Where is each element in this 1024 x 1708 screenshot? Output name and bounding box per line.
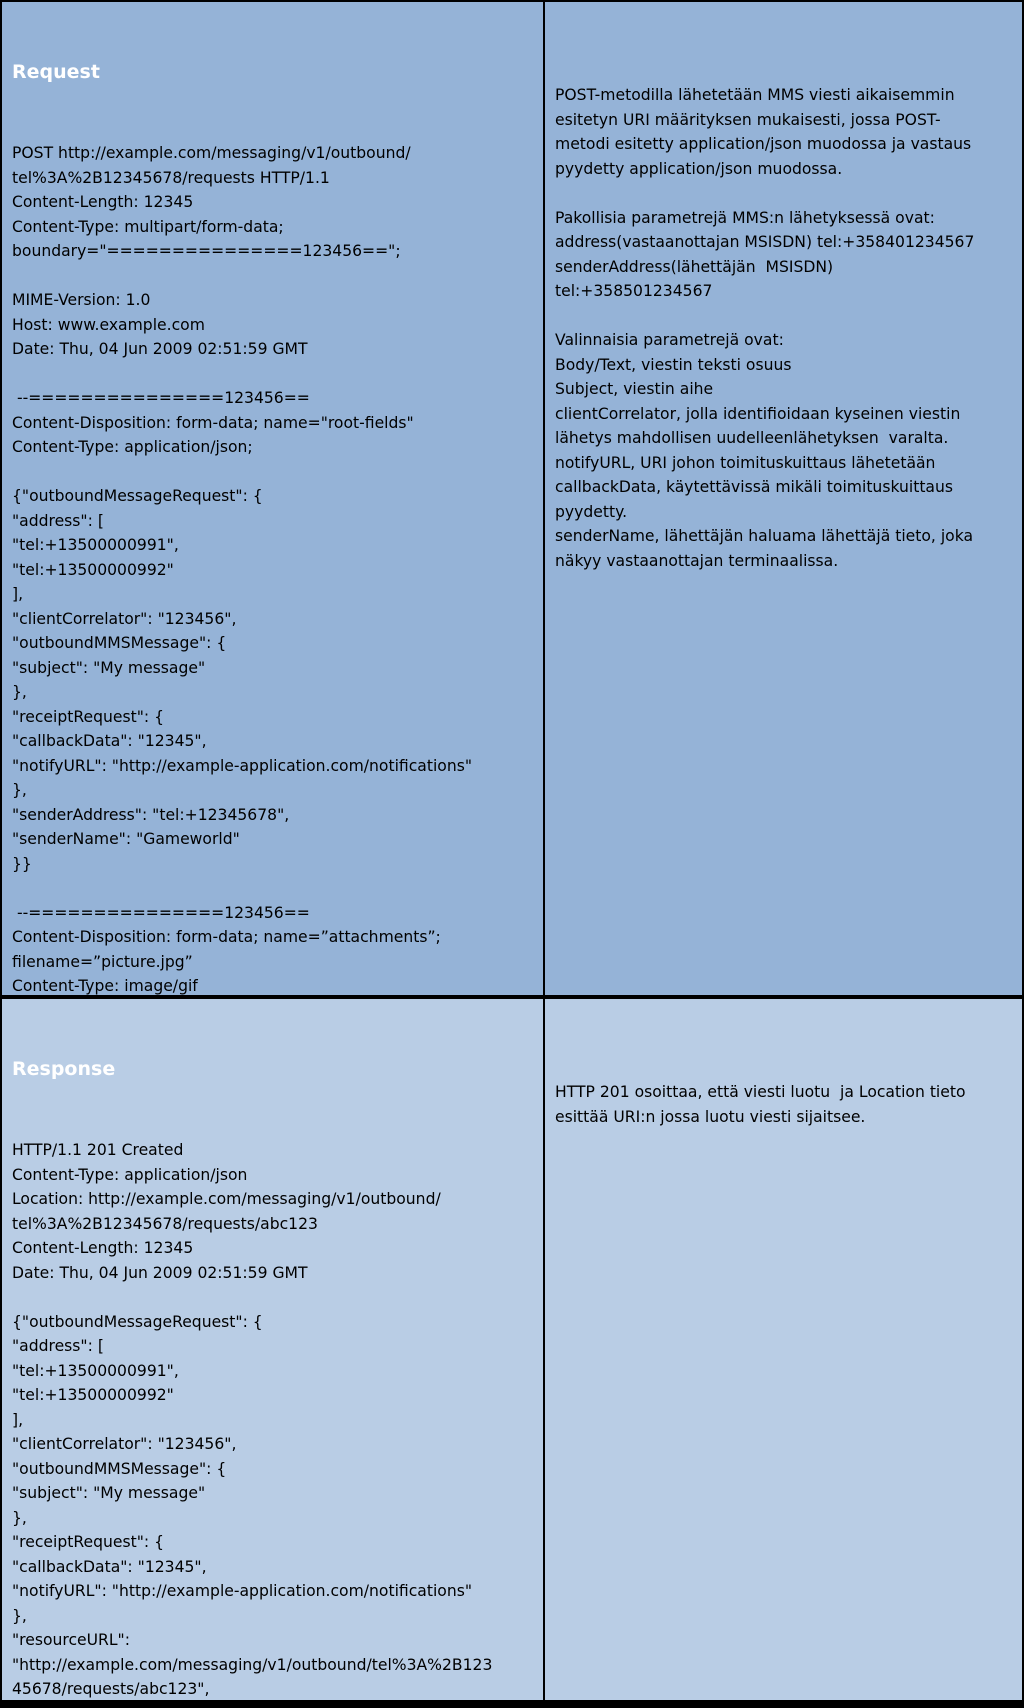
text-line: "senderAddress": "tel:+12345678",	[12, 805, 290, 824]
text-line: Host: www.example.com	[12, 315, 205, 334]
text-line: lähetys mahdollisen uudelleenlähetyksen varalta.	[555, 429, 949, 447]
text-line: callbackData, käytettävissä mikäli toimituskuittaus	[555, 478, 953, 496]
text-line	[12, 460, 533, 485]
text-line: tel:+358501234567	[555, 282, 713, 300]
text-line: },	[12, 683, 27, 701]
text-line: filename=”picture.jpg”	[12, 952, 193, 971]
request-code-cell	[2, 2, 543, 995]
text-line: Content-Type: application/json;	[12, 438, 253, 456]
text-line: senderName, lähettäjän haluama lähettäjä tieto, joka	[555, 527, 974, 545]
text-line: "resourceURL":	[12, 1631, 130, 1649]
response-code-block	[12, 1138, 533, 1700]
text-line: pyydetty application/json muodossa.	[555, 159, 843, 178]
text-line: näkyy vastaanottajan terminaalissa.	[555, 551, 839, 570]
text-line: tel%3A%2B12345678/requests/abc123	[12, 1214, 318, 1233]
text-line: Subject, viestin aihe	[555, 380, 714, 398]
text-line	[12, 264, 533, 289]
text-line: HTTP 201 osoittaa, että viesti luotu ja Location tieto	[555, 1083, 966, 1101]
text-line: },	[12, 1606, 27, 1625]
text-line: Body/Text, viestin teksti osuus	[555, 355, 792, 374]
text-line: Content-Type: application/json	[12, 1165, 248, 1184]
text-line: metodi esitetty application/json muodossa ja vastaus	[555, 135, 972, 153]
text-line: Content-Disposition: form-data; name="root-fields"	[12, 413, 414, 432]
request-code-block	[12, 141, 533, 995]
text-line: "callbackData": "12345",	[12, 732, 207, 750]
text-line: "http://example.com/messaging/v1/outbound/tel%3A%2B123	[12, 1655, 493, 1674]
text-line: },	[12, 1508, 27, 1527]
text-line: "subject": "My message"	[12, 1484, 206, 1502]
text-line: "clientCorrelator": "123456",	[12, 1435, 237, 1453]
response-heading: Response	[12, 1058, 116, 1080]
text-line: "senderName": "Gameworld"	[12, 830, 240, 848]
text-line: "address": [	[12, 1337, 104, 1355]
text-line: "callbackData": "12345",	[12, 1557, 207, 1576]
text-line: Content-Type: multipart/form-data;	[12, 217, 284, 236]
text-line: MIME-Version: 1.0	[12, 291, 151, 309]
text-line: POST http://example.com/messaging/v1/outbound/	[12, 144, 411, 162]
text-line: Pakollisia parametrejä MMS:n lähetyksessä ovat:	[555, 208, 935, 227]
text-line: "clientCorrelator": "123456",	[12, 609, 237, 628]
request-description-cell	[545, 2, 1022, 995]
text-line: tel%3A%2B12345678/requests HTTP/1.1	[12, 168, 330, 187]
request-heading: Request	[12, 61, 100, 83]
text-line: }}	[12, 854, 32, 873]
text-line	[12, 876, 533, 901]
text-line: senderAddress(lähettäjän MSISDN)	[555, 257, 834, 276]
text-line: "address": [	[12, 511, 104, 530]
text-line: esitetyn URI määrityksen mukaisesti, jossa POST-	[555, 110, 941, 129]
text-line: pyydetty.	[555, 502, 628, 521]
text-line	[555, 304, 1012, 329]
text-line: Content-Disposition: form-data; name=”attachments”;	[12, 928, 441, 946]
text-line: --===============123456==	[12, 903, 310, 922]
text-line: {"outboundMessageRequest": {	[12, 487, 263, 505]
text-line: "tel:+13500000992"	[12, 1386, 174, 1404]
text-line: },	[12, 781, 27, 799]
text-line	[555, 181, 1012, 206]
text-line: address(vastaanottajan MSISDN) tel:+358401234567	[555, 233, 975, 251]
text-line: "receiptRequest": {	[12, 1533, 164, 1551]
text-line	[12, 1285, 533, 1310]
text-line: Date: Thu, 04 Jun 2009 02:51:59 GMT	[12, 340, 308, 358]
text-line: "receiptRequest": {	[12, 707, 164, 726]
text-line: Content-Type: image/gif	[12, 977, 198, 995]
text-line: POST-metodilla lähetetään MMS viesti aikaisemmin	[555, 86, 955, 104]
text-line: "outboundMMSMessage": {	[12, 634, 227, 652]
request-description-block	[555, 83, 1012, 573]
response-description-cell	[545, 999, 1022, 1700]
text-line: "subject": "My message"	[12, 658, 206, 677]
text-line	[12, 362, 533, 387]
text-line: clientCorrelator, jolla identifioidaan kyseinen viestin	[555, 404, 961, 423]
text-line: "tel:+13500000991",	[12, 536, 179, 554]
text-line: "tel:+13500000991",	[12, 1361, 179, 1380]
text-line: Valinnaisia parametrejä ovat:	[555, 331, 784, 349]
text-line: notifyURL, URI johon toimituskuittaus lähetetään	[555, 453, 936, 472]
text-line: boundary="===============123456==";	[12, 242, 401, 260]
text-line: {"outboundMessageRequest": {	[12, 1312, 263, 1331]
text-line: Location: http://example.com/messaging/v1/outbound/	[12, 1190, 441, 1208]
response-code-cell	[2, 999, 543, 1700]
text-line: ],	[12, 585, 24, 603]
text-line: "outboundMMSMessage": {	[12, 1459, 227, 1478]
response-description-block	[555, 1080, 1012, 1129]
text-line: esittää URI:n jossa luotu viesti sijaitsee.	[555, 1107, 866, 1126]
text-line: ],	[12, 1410, 24, 1429]
text-line: "tel:+13500000992"	[12, 560, 174, 579]
text-line: Content-Length: 12345	[12, 1239, 194, 1257]
text-line: Content-Length: 12345	[12, 193, 194, 211]
text-line: 45678/requests/abc123",	[12, 1680, 210, 1698]
text-line: "notifyURL": "http://example-application.com/notifications"	[12, 756, 473, 775]
text-line: Date: Thu, 04 Jun 2009 02:51:59 GMT	[12, 1263, 308, 1282]
text-line: HTTP/1.1 201 Created	[12, 1141, 184, 1159]
text-line: "notifyURL": "http://example-application.com/notifications"	[12, 1582, 473, 1600]
text-line: --===============123456==	[12, 389, 310, 407]
